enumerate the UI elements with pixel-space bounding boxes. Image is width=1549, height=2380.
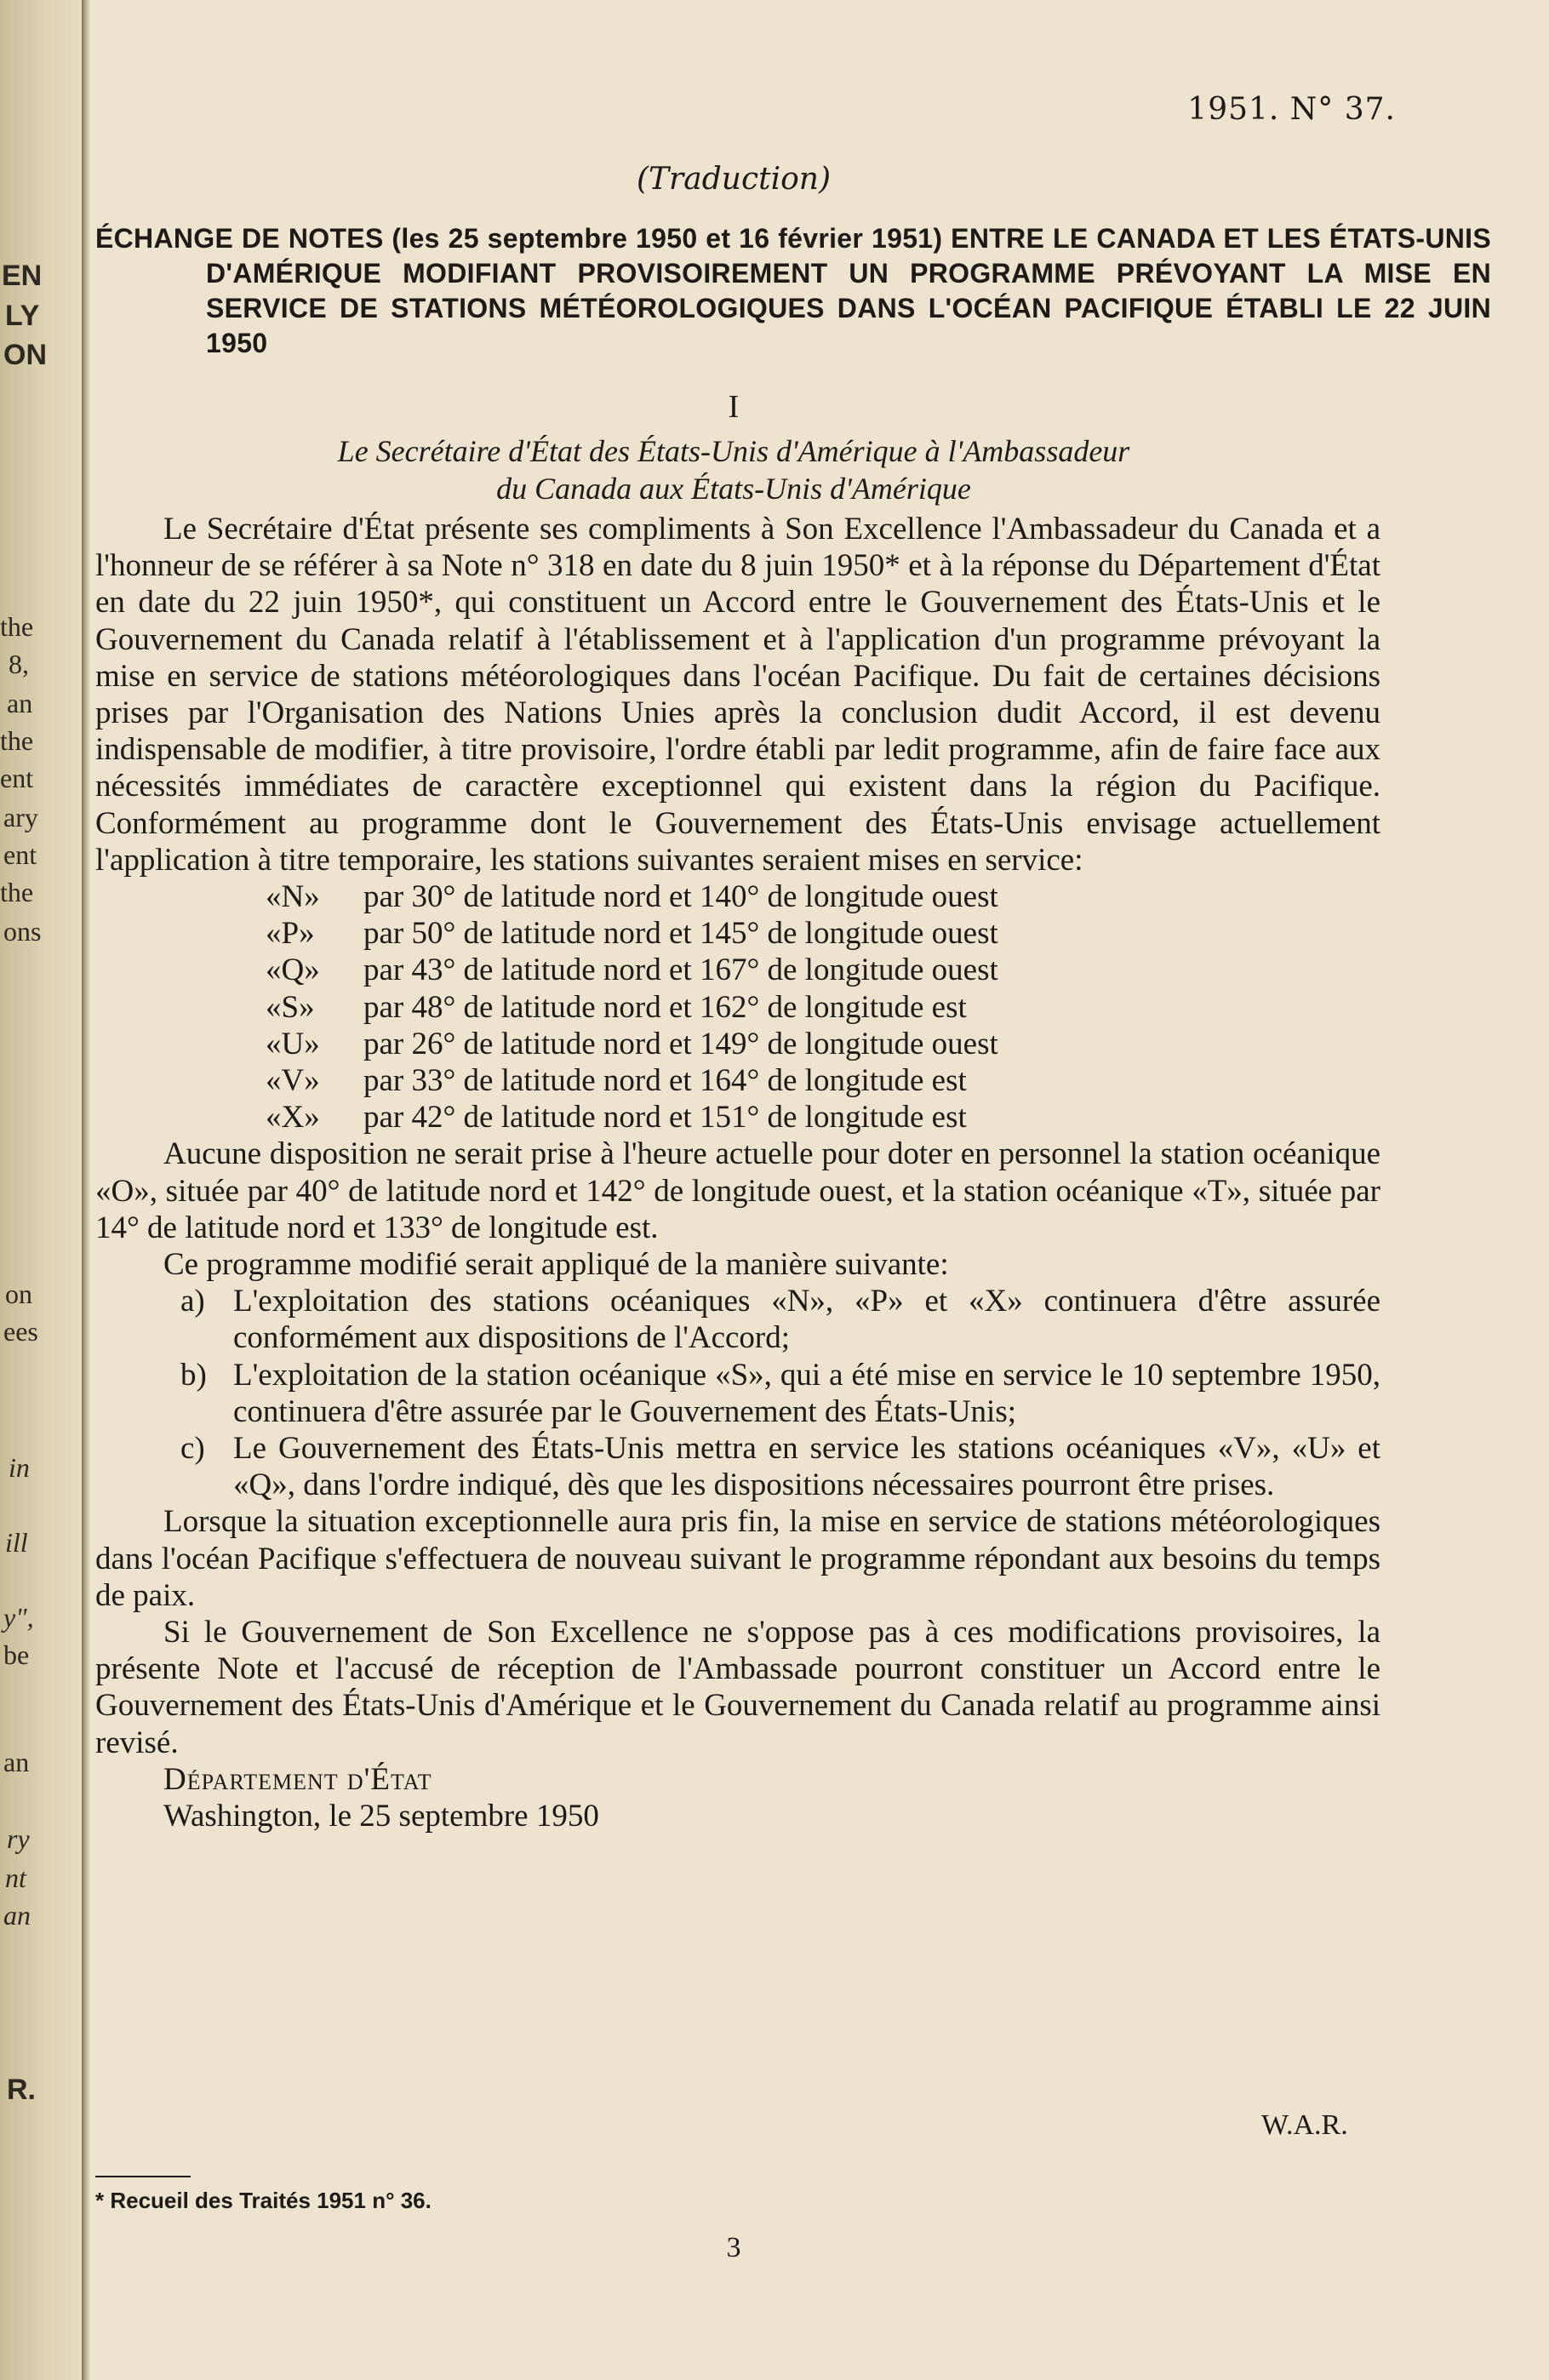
body-paragraph: Ce programme modifié serait appliqué de la manière suivante:	[163, 1246, 949, 1282]
station-item	[266, 989, 1380, 1026]
list-item	[95, 1430, 1380, 1503]
station-item	[266, 1026, 1380, 1062]
addressee-block	[95, 432, 1372, 507]
addressee-line: du Canada aux États-Unis d'Amérique	[496, 472, 971, 506]
station-position: par 26° de latitude nord et 149° de longitude ouest	[363, 1026, 998, 1061]
bleed-fragment: ill	[5, 1527, 28, 1558]
list-marker: c)	[180, 1430, 205, 1466]
bleed-fragment: ent	[3, 839, 37, 870]
bleed-fragment: ees	[3, 1316, 38, 1347]
bleed-fragment: ons	[3, 916, 42, 947]
list-item-text: L'exploitation des stations océaniques «N», «P» et «X» continuera d'être assurée conformément aux dispositions de l'Accord;	[233, 1284, 1380, 1356]
footnote: * Recueil des Traités 1951 n° 36.	[95, 2188, 432, 2213]
bleed-fragment: be	[3, 1639, 30, 1670]
body-paragraph: Le Secrétaire d'État présente ses compliments à Son Excellence l'Ambassadeur du Canada et a l'honneur de se référer à sa Note n° 318 en date du 8 juin 1950* et à la réponse du Département d'État en date du 22 juin 1950*, qui constituent un Accord entre le Gouvernement des États-Unis et le Gouvernement du Canada relatif à l'établissement et à l'application d'un programme prévoyant la mise en service de stations météorologiques dans l'océan Pacifique. Du fait de certaines décisions prises par l'Organisation des Nations Unies après la conclusion dudit Accord, il est devenu indispensable de modifier, à titre provisoire, l'ordre établi par ledit programme, afin de faire face aux nécessités immédiates de caractère exceptionnel qui existent dans la région du Pacifique. Conformément au programme dont le Gouvernement des États-Unis envisage actuellement l'application à titre temporaire, les stations suivantes seraient mises en service:	[95, 512, 1380, 878]
station-id: «P»	[266, 916, 315, 952]
station-id: «V»	[266, 1062, 320, 1098]
bleed-fragment: the	[0, 725, 34, 756]
station-position: par 48° de latitude nord et 162° de longitude est	[363, 989, 967, 1025]
page-gutter	[82, 0, 90, 2380]
station-id: «S»	[266, 989, 315, 1025]
bleed-fragment: an	[7, 688, 33, 718]
station-id: «N»	[266, 879, 320, 915]
station-position: par 33° de latitude nord et 164° de longitude est	[363, 1062, 967, 1098]
document-page	[95, 0, 1549, 2380]
station-id: «U»	[266, 1026, 320, 1061]
bleed-fragment: on	[5, 1279, 32, 1309]
station-item	[266, 1062, 1380, 1099]
station-item	[266, 915, 1380, 952]
section-number: I	[728, 389, 740, 425]
body-paragraph: Si le Gouvernement de Son Excellence ne s'oppose pas à ces modifications provisoires, la présente Note et l'accusé de réception de l'Ambassade pourront constituer un Accord entre le Gouvernement des États-Unis d'Amérique et le Gouvernement du Canada relatif au programme ainsi revisé.	[95, 1614, 1380, 1760]
body-paragraph: Lorsque la situation exceptionnelle aura pris fin, la mise en service de stations météorologiques dans l'océan Pacifique s'effectuera de nouveau suivant le programme répondant aux besoins du temps de paix.	[95, 1504, 1380, 1613]
bleed-fragment: the	[0, 877, 34, 907]
bleed-fragment: nt	[5, 1862, 26, 1893]
station-position: par 30° de latitude nord et 140° de longitude ouest	[363, 879, 998, 915]
list-item-text: L'exploitation de la station océanique «S», qui a été mise en service le 10 septembre 1950, continuera d'être assurée par le Gouvernement des États-Unis;	[233, 1357, 1380, 1429]
body-paragraph: Aucune disposition ne serait prise à l'heure actuelle pour doter en personnel la station océanique «O», située par 40° de latitude nord et 142° de longitude ouest, et la station océanique «T», située par 14° de latitude nord et 133° de longitude est.	[95, 1136, 1380, 1245]
station-id: «X»	[266, 1100, 320, 1136]
bleed-fragment: ON	[3, 339, 47, 371]
station-item	[266, 1099, 1380, 1136]
list-item	[95, 1357, 1380, 1430]
list-item-text: Le Gouvernement des États-Unis mettra en service les stations océaniques «V», «U» et «Q», dans l'ordre indiqué, dès que les dispositions nécessaires pourront être prises.	[233, 1430, 1380, 1503]
bleed-fragment: ary	[3, 802, 38, 832]
bleed-fragment: the	[0, 611, 34, 642]
station-list	[266, 878, 1380, 1136]
department-signature: Département d'État	[163, 1761, 432, 1797]
station-position: par 43° de latitude nord et 167° de longitude ouest	[363, 953, 998, 988]
bleed-fragment: 8,	[9, 649, 29, 679]
place-and-date: Washington, le 25 septembre 1950	[163, 1799, 599, 1834]
bleed-fragment: LY	[5, 300, 40, 332]
measures-list	[95, 1283, 1380, 1503]
translation-note: (Traduction)	[636, 162, 831, 197]
station-position: par 50° de latitude nord et 145° de longitude ouest	[363, 916, 998, 952]
addressee-line: Le Secrétaire d'État des États-Unis d'Amérique à l'Ambassadeur	[337, 434, 1130, 468]
list-marker: b)	[180, 1357, 207, 1393]
footnote-rule	[95, 2176, 191, 2177]
station-item	[266, 878, 1380, 915]
bleed-fragment: an	[3, 1900, 31, 1931]
facing-page-bleed	[0, 0, 77, 2380]
bleed-fragment: R.	[7, 2074, 36, 2106]
initials: W.A.R.	[1261, 2109, 1348, 2141]
letter-body	[95, 511, 1380, 1834]
list-item	[95, 1283, 1380, 1356]
treaty-number: 1951. N° 37.	[1187, 92, 1396, 127]
list-marker: a)	[180, 1284, 205, 1319]
page-number: 3	[726, 2232, 741, 2263]
bleed-fragment: ry	[7, 1823, 30, 1854]
bleed-fragment: EN	[2, 260, 43, 292]
station-id: «Q»	[266, 953, 320, 988]
bleed-fragment: ent	[0, 763, 34, 793]
document-title: ÉCHANGE DE NOTES (les 25 septembre 1950 et 16 février 1951) ENTRE LE CANADA ET LES ÉTATS-UNIS D'AMÉRIQUE MODIFIANT PROVISOIREMENT UN PROGRAMME PRÉVOYANT LA MISE EN SERVICE DE STATIONS MÉTÉOROLOGIQUES DANS L'OCÉAN PACIFIQUE ÉTABLI LE 22 JUIN 1950	[95, 223, 1491, 358]
bleed-fragment: y",	[3, 1602, 34, 1633]
bleed-fragment: an	[3, 1747, 30, 1777]
station-item	[266, 952, 1380, 988]
bleed-fragment: in	[9, 1452, 30, 1483]
station-position: par 42° de latitude nord et 151° de longitude est	[363, 1100, 967, 1136]
